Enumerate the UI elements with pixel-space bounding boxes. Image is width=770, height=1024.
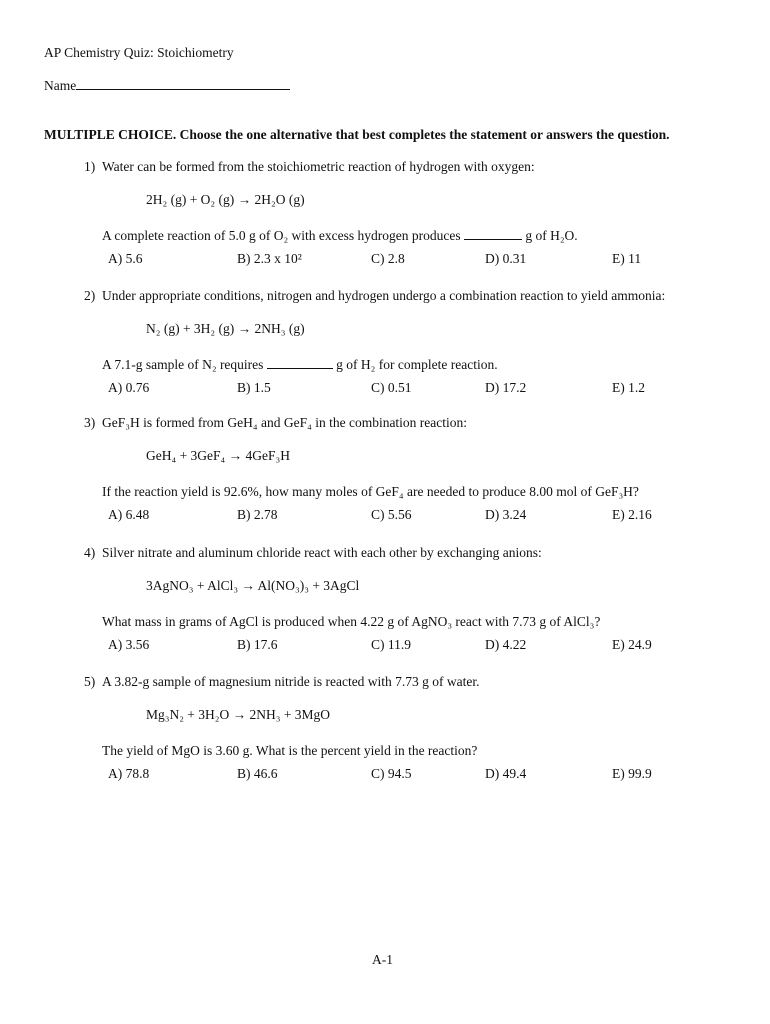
answer-choice[interactable]: D) 4.22 [485, 637, 527, 652]
prompt-text-after: g of H₂O. [521, 228, 578, 243]
answer-choice[interactable]: D) 49.4 [485, 766, 527, 781]
answer-choice[interactable]: B) 17.6 [237, 637, 278, 652]
answer-choice[interactable]: E) 11 [612, 251, 642, 266]
question-number: 4) [84, 545, 96, 560]
answer-blank [464, 228, 522, 240]
answer-choice[interactable]: B) 46.6 [237, 766, 278, 781]
prompt-text: What mass in grams of AgCl is produced when 4.22 g of AgNO₃ react with 7.73 g of AlCl₃? [102, 614, 601, 629]
answer-choice[interactable]: B) 2.3 x 10² [237, 251, 302, 266]
prompt-text-after: g of H₂ for complete reaction. [332, 357, 498, 372]
quiz-title: AP Chemistry Quiz: Stoichiometry [44, 45, 234, 60]
answer-choice[interactable]: C) 11.9 [371, 637, 411, 652]
chemical-equation: 2H₂ (g) + O₂ (g) → 2H₂O (g) [146, 192, 305, 207]
name-blank[interactable] [76, 78, 290, 90]
question-text: A 3.82-g sample of magnesium nitride is reacted with 7.73 g of water. [102, 674, 480, 689]
chemical-equation: GeH₄ + 3GeF₄ → 4GeF₃H [146, 448, 290, 463]
question-number: 3) [84, 415, 96, 430]
answer-choice[interactable]: A) 0.76 [108, 380, 150, 395]
answer-choice[interactable]: A) 5.6 [108, 251, 143, 266]
answer-choice[interactable]: B) 2.78 [237, 507, 278, 522]
question-prompt [102, 614, 600, 630]
question-prompt [102, 484, 639, 500]
answer-choice[interactable]: E) 99.9 [612, 766, 652, 781]
question-prompt [102, 743, 477, 759]
page-number: A-1 [372, 952, 393, 967]
question-text: Water can be formed from the stoichiometric reaction of hydrogen with oxygen: [102, 159, 535, 174]
question-number: 5) [84, 674, 96, 689]
chemical-equation: 3AgNO₃ + AlCl₃ → Al(NO₃)₃ + 3AgCl [146, 578, 360, 593]
answer-choice[interactable]: A) 3.56 [108, 637, 150, 652]
answer-choice[interactable]: A) 78.8 [108, 766, 150, 781]
answer-choice[interactable]: C) 2.8 [371, 251, 405, 266]
answer-blank [267, 357, 333, 369]
question-text: Under appropriate conditions, nitrogen and hydrogen undergo a combination reaction to yield ammonia: [102, 288, 666, 303]
answer-choice[interactable]: D) 17.2 [485, 380, 527, 395]
prompt-text: A complete reaction of 5.0 g of O₂ with excess hydrogen produces [102, 228, 464, 243]
answer-choice[interactable]: C) 5.56 [371, 507, 412, 522]
prompt-text: A 7.1-g sample of N₂ requires [102, 357, 267, 372]
answer-choice[interactable]: E) 1.2 [612, 380, 645, 395]
question-prompt [102, 228, 578, 244]
answer-choice[interactable]: A) 6.48 [108, 507, 150, 522]
question-prompt [102, 357, 498, 373]
question-number: 1) [84, 159, 96, 174]
answer-choice[interactable]: E) 24.9 [612, 637, 652, 652]
answer-choice[interactable]: B) 1.5 [237, 380, 271, 395]
answer-choice[interactable]: D) 3.24 [485, 507, 527, 522]
answer-choice[interactable]: D) 0.31 [485, 251, 527, 266]
answer-choice[interactable]: C) 0.51 [371, 380, 412, 395]
prompt-text: If the reaction yield is 92.6%, how many moles of GeF₄ are needed to produce 8.00 mol of GeF₃H? [102, 484, 639, 499]
question-text: Silver nitrate and aluminum chloride react with each other by exchanging anions: [102, 545, 542, 560]
prompt-text: The yield of MgO is 3.60 g. What is the percent yield in the reaction? [102, 743, 478, 758]
answer-choice[interactable]: C) 94.5 [371, 766, 412, 781]
question-text: GeF₃H is formed from GeH₄ and GeF₄ in the combination reaction: [102, 415, 468, 430]
name-label: Name [44, 78, 77, 93]
answer-choice[interactable]: E) 2.16 [612, 507, 652, 522]
question-number: 2) [84, 288, 96, 303]
name-field[interactable] [44, 78, 290, 94]
section-instructions: MULTIPLE CHOICE. Choose the one alternative that best completes the statement or answers the question. [44, 127, 670, 142]
chemical-equation: N₂ (g) + 3H₂ (g) → 2NH₃ (g) [146, 321, 305, 336]
chemical-equation: Mg₃N₂ + 3H₂O → 2NH₃ + 3MgO [146, 707, 331, 722]
